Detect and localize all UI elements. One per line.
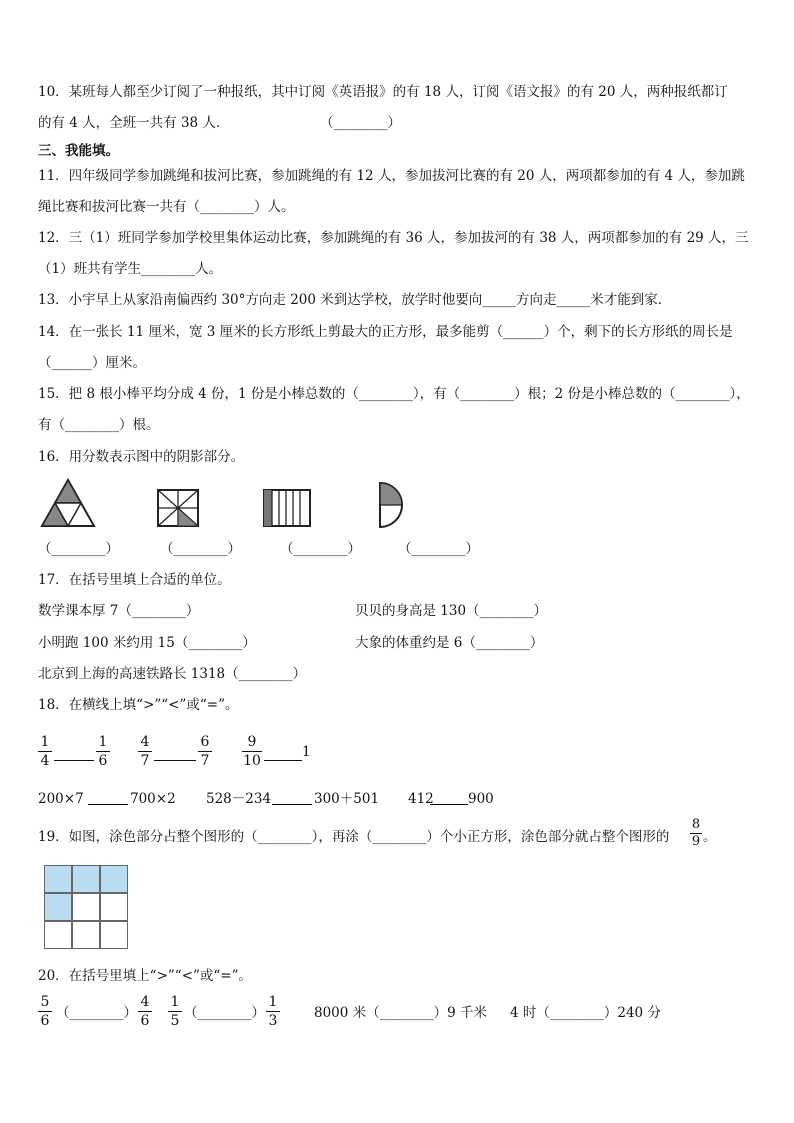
q16-answer-3: （________） (280, 541, 361, 557)
q18-blank-1 (54, 760, 94, 761)
q18-frac-2: $\frac{1}{6}$ (96, 733, 110, 770)
q14-line2: （______）厘米。 (38, 355, 146, 371)
square-figure (156, 488, 200, 528)
q19-end: 。 (703, 829, 717, 845)
q18-expr-1: 200×7 (38, 791, 84, 807)
grid-cell-shaded (72, 865, 100, 893)
q17-item-3: 小明跑 100 米约用 15（________） (38, 635, 256, 651)
q18-expr-6: 900 (468, 791, 494, 807)
q20-frac-1: $\frac{5}{6}$ (38, 993, 52, 1030)
q17-item-2: 贝贝的身高是 130（________） (355, 603, 548, 619)
q16-prompt: 16．用分数表示图中的阴影部分。 (38, 449, 245, 465)
q16-answer-2: （________） (160, 541, 241, 557)
grid-cell-shaded (44, 893, 72, 921)
strips-figure (262, 488, 312, 528)
q18-expr-2: 700×2 (130, 791, 176, 807)
q17-prompt: 17．在括号里填上合适的单位。 (38, 572, 231, 588)
q17-item-4: 大象的体重约是 6（________） (355, 635, 544, 651)
grid-cell-shaded (44, 865, 72, 893)
q18-expr-3: 528－234 (206, 791, 272, 807)
grid-cell (72, 921, 100, 949)
grid-cell (44, 921, 72, 949)
triangle-figure (40, 478, 96, 528)
q20-paren-2: （________） (184, 1005, 265, 1021)
q20-paren-1: （________） (56, 1005, 137, 1021)
q19-grid (44, 865, 130, 951)
q18-blank-4 (88, 804, 128, 805)
q16-answer-4: （________） (398, 541, 479, 557)
q18-blank-2 (154, 760, 196, 761)
q12-line2: （1）班共有学生________人。 (38, 261, 223, 277)
q18-prompt: 18．在横线上填“>”“<”或“=”。 (38, 697, 239, 713)
q13-line1: 13．小宇早上从家沿南偏西约 30°方向走 200 米到达学校，放学时他要向_____方向走_____米才能到家． (38, 292, 672, 308)
q17-item-1: 数学课本厚 7（________） (38, 603, 200, 619)
semicircle-figure (376, 480, 410, 530)
q20-frac-4: $\frac{1}{3}$ (266, 993, 280, 1030)
q18-one: 1 (302, 744, 311, 760)
q18-blank-5 (272, 804, 312, 805)
q14-line1: 14．在一张长 11 厘米，宽 3 厘米的长方形纸上剪最大的正方形，最多能剪（______）个，剩下的长方形纸的周长是 (38, 324, 733, 340)
q18-blank-3 (264, 760, 302, 761)
q18-frac-5: $\frac{9}{10}$ (243, 734, 261, 769)
q20-unit-1: 8000 米（________）9 千米 (314, 1005, 488, 1021)
q12-line1: 12．三（1）班同学参加学校里集体运动比赛，参加跳绳的有 36 人，参加拔河的有 38 人，两项都参加的有 29 人，三 (38, 230, 749, 246)
q20-frac-2: $\frac{4}{6}$ (138, 993, 152, 1030)
q16-answer-1: （________） (38, 541, 119, 557)
q11-line1: 11．四年级同学参加跳绳和拔河比赛，参加跳绳的有 12 人，参加拔河比赛的有 20 人，两项都参加的有 4 人，参加跳 (38, 168, 745, 184)
q17-item-5: 北京到上海的高速铁路长 1318（________） (38, 666, 307, 682)
q18-expr-5: 412 (408, 791, 434, 807)
grid-cell (100, 893, 128, 921)
q18-frac-1: $\frac{1}{4}$ (38, 733, 52, 770)
section-title: 三、我能填。 (38, 143, 119, 159)
q19-frac: $\frac{8}{9}$ (691, 817, 701, 849)
q20-prompt: 20．在括号里填上“>”“<”或“=”。 (38, 968, 253, 984)
grid-cell (72, 893, 100, 921)
q18-blank-6 (430, 804, 468, 805)
q20-unit-2: 4 时（________）240 分 (510, 1005, 661, 1021)
q19-text: 19．如图，涂色部分占整个图形的（________），再涂（________）个小正方形，涂色部分就占整个图形的 (38, 829, 670, 845)
q18-frac-3: $\frac{4}{7}$ (138, 733, 152, 770)
q15-line2: 有（________）根。 (38, 417, 160, 433)
q11-line2: 绳比赛和拔河比赛一共有（________）人。 (38, 199, 295, 215)
q10-line2: 的有 4 人，全班一共有 38 人． (38, 115, 230, 131)
q10-line1: 10．某班每人都至少订阅了一种报纸，其中订阅《英语报》的有 18 人，订阅《语文报》的有 20 人，两种报纸都订 (38, 84, 728, 100)
grid-cell-shaded (100, 865, 128, 893)
q10-answer: （________） (320, 115, 401, 131)
q18-frac-4: $\frac{6}{7}$ (198, 733, 212, 770)
grid-cell (100, 921, 128, 949)
q15-line1: 15．把 8 根小棒平均分成 4 份，1 份是小棒总数的（________），有（________）根；2 份是小棒总数的（________）， (38, 386, 750, 402)
q18-expr-4: 300＋501 (314, 791, 380, 807)
q20-frac-3: $\frac{1}{5}$ (168, 993, 182, 1030)
